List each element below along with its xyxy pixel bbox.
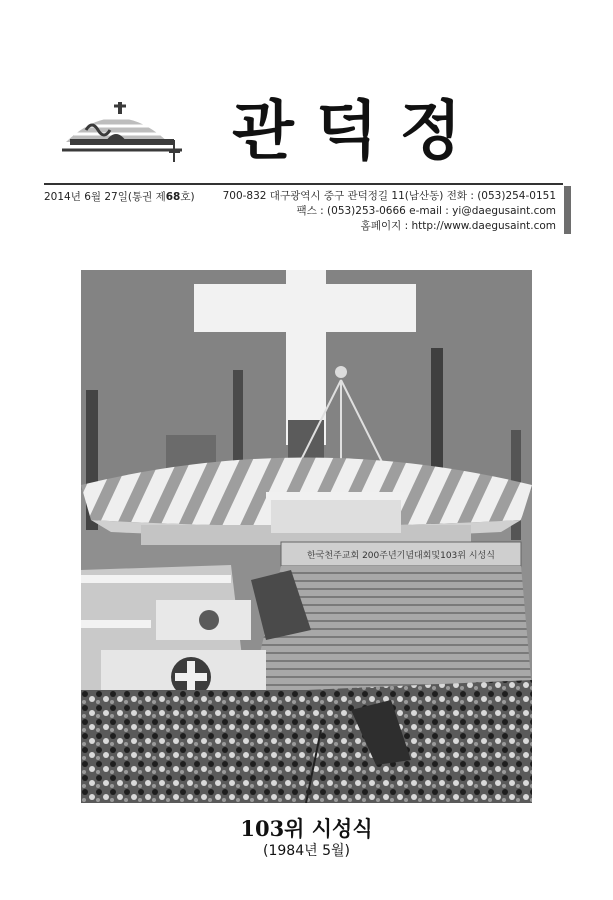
issue-prefix: (통권 제: [127, 191, 166, 203]
contact-address: 700-832 대구광역시 중구 관덕정길 11(남산동) 전화 : (053)254-0151: [222, 190, 556, 202]
photo-caption-subtitle: (1984년 5월): [263, 843, 350, 859]
issue-date: 2014년 6월 27일: [44, 191, 128, 203]
contact-homepage: 홈페이지 : http://www.daegusaint.com: [360, 220, 556, 232]
cover-photo: [81, 270, 532, 803]
photo-caption-title: 103위 시성식: [240, 816, 373, 841]
masthead-title: 관덕정: [232, 94, 484, 169]
issue-number: 68: [165, 191, 181, 203]
contact-fax-email: 팩스 : (053)253-0666 e-mail : yi@daegusaint.com: [296, 205, 556, 217]
issue-info: [44, 189, 195, 204]
church-dome-logo-icon: [56, 100, 188, 166]
header-rule: [44, 183, 563, 185]
stage-banner: 한국천주교회 200주년기념대회및103위 시성식: [307, 551, 495, 561]
header-side-bar: [564, 186, 571, 234]
contact-block: [223, 189, 556, 234]
issue-suffix: 호): [180, 191, 195, 203]
